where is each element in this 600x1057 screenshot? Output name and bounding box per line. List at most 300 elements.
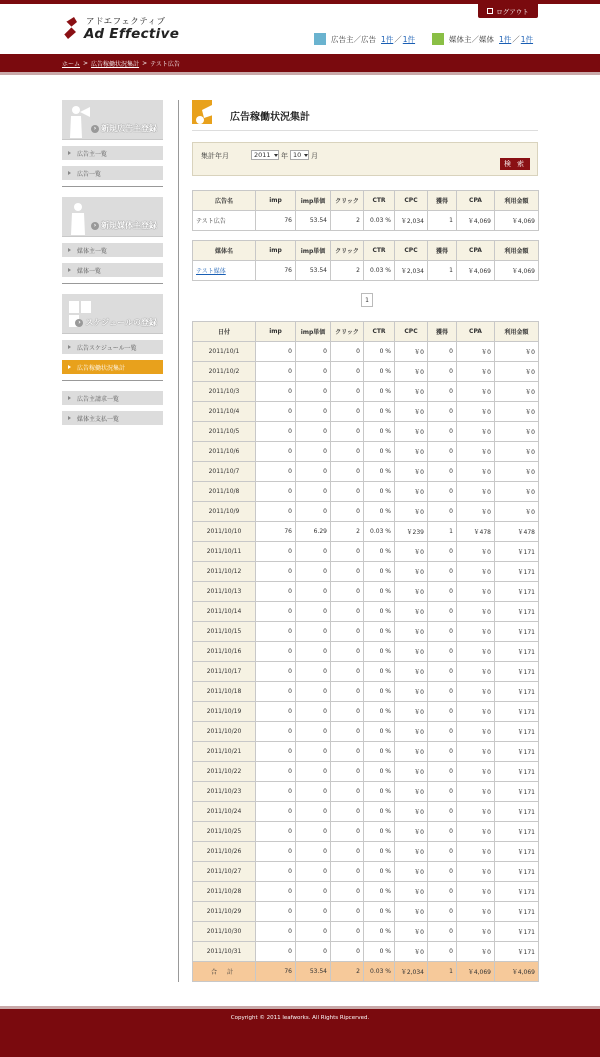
date-cell: 2011/10/6 — [193, 442, 256, 462]
value-cell: ￥0 — [457, 662, 495, 682]
value-cell: ￥0 — [457, 582, 495, 602]
table-row — [193, 462, 539, 482]
table-header-row — [193, 322, 539, 342]
date-cell: 2011/10/4 — [193, 402, 256, 422]
column-header: CPA — [457, 191, 495, 211]
value-cell: ￥0 — [457, 562, 495, 582]
column-header: 利用金額 — [495, 191, 539, 211]
copyright: Copyright © 2011 leafworks. All Rights Ripcerved. — [230, 1015, 370, 1021]
value-cell: 1 — [428, 261, 457, 281]
sidebar-divider — [62, 283, 163, 284]
table-row — [193, 362, 539, 382]
table-header-row — [193, 241, 539, 261]
chevron-down-icon — [274, 154, 278, 157]
date-cell: 2011/10/16 — [193, 642, 256, 662]
value-cell: 6.29 — [296, 522, 331, 542]
table-row — [193, 442, 539, 462]
breadcrumb-current: テスト広告 — [150, 60, 180, 68]
value-cell: ￥0 — [457, 642, 495, 662]
sidebar-item-ad-list[interactable]: 広告一覧 — [62, 166, 163, 180]
value-cell: ￥171 — [495, 822, 539, 842]
value-cell: 0 — [331, 742, 364, 762]
value-cell: ￥0 — [395, 442, 428, 462]
value-cell: 0 % — [364, 402, 395, 422]
column-header: 獲得 — [428, 191, 457, 211]
value-cell: ￥171 — [495, 902, 539, 922]
value-cell: 0 — [331, 862, 364, 882]
value-cell: 0 — [331, 502, 364, 522]
column-header: CPA — [457, 241, 495, 261]
value-cell: ￥478 — [495, 522, 539, 542]
value-cell: 0 — [296, 622, 331, 642]
value-cell: ￥0 — [395, 762, 428, 782]
value-cell: 0 — [428, 482, 457, 502]
table-row — [193, 782, 539, 802]
column-header: クリック — [331, 322, 364, 342]
value-cell: ￥0 — [457, 942, 495, 962]
value-cell: 0 — [428, 722, 457, 742]
value-cell: 0 % — [364, 822, 395, 842]
date-cell: 2011/10/9 — [193, 502, 256, 522]
value-cell: 0 — [296, 442, 331, 462]
media-name-link[interactable]: テスト媒体 — [196, 268, 226, 275]
date-cell: 2011/10/19 — [193, 702, 256, 722]
table-row — [193, 902, 539, 922]
date-cell: 2011/10/26 — [193, 842, 256, 862]
value-cell: 0 — [428, 422, 457, 442]
value-cell: ￥0 — [395, 462, 428, 482]
value-cell: ￥478 — [457, 522, 495, 542]
logo[interactable] — [62, 14, 202, 44]
date-cell: 2011/10/25 — [193, 822, 256, 842]
logo-kana: アドエフェクティブ — [86, 17, 166, 27]
filter-label: 集計年月 — [201, 152, 229, 160]
value-cell: 53.54 — [296, 962, 331, 982]
value-cell: 0 — [331, 642, 364, 662]
logo-mark-icon — [62, 16, 78, 40]
pagination-page[interactable]: 1 — [361, 293, 373, 307]
sidebar-divider — [62, 380, 163, 381]
value-cell: 0 — [296, 502, 331, 522]
sidebar-item-media-payment[interactable]: 媒体主支払一覧 — [62, 411, 163, 425]
value-cell: ￥0 — [495, 462, 539, 482]
breadcrumb-sep: > — [83, 59, 89, 67]
date-cell: 合 計 — [193, 962, 256, 982]
value-cell: ￥0 — [395, 802, 428, 822]
new-media-banner[interactable] — [62, 197, 163, 237]
table-row — [193, 802, 539, 822]
value-cell: ￥171 — [495, 722, 539, 742]
daily-report-table — [192, 321, 539, 982]
value-cell: 0 % — [364, 742, 395, 762]
value-cell: 0.03 % — [364, 962, 395, 982]
table-row — [193, 642, 539, 662]
value-cell: ￥0 — [395, 742, 428, 762]
value-cell: ￥0 — [457, 682, 495, 702]
media-icon — [432, 33, 444, 45]
value-cell: ￥239 — [395, 522, 428, 542]
date-cell: 2011/10/18 — [193, 682, 256, 702]
date-cell: 2011/10/20 — [193, 722, 256, 742]
value-cell: ￥171 — [495, 762, 539, 782]
value-cell: ￥0 — [457, 602, 495, 622]
month-unit: 月 — [311, 152, 318, 160]
value-cell: 0 — [256, 362, 296, 382]
date-cell: 2011/10/27 — [193, 862, 256, 882]
value-cell: ￥171 — [495, 702, 539, 722]
value-cell: 0 — [331, 462, 364, 482]
value-cell: ￥0 — [395, 402, 428, 422]
table-row — [193, 842, 539, 862]
value-cell: ￥0 — [457, 842, 495, 862]
value-cell: 0 — [428, 622, 457, 642]
value-cell: ￥171 — [495, 942, 539, 962]
column-header: クリック — [331, 191, 364, 211]
table-row — [193, 422, 539, 442]
breadcrumb — [62, 54, 180, 72]
value-cell: 0 — [428, 382, 457, 402]
value-cell: 0 — [428, 682, 457, 702]
value-cell: 0 — [256, 642, 296, 662]
schedule-banner[interactable] — [62, 294, 163, 334]
value-cell: ￥0 — [395, 602, 428, 622]
value-cell: 0 % — [364, 782, 395, 802]
value-cell: 0 — [428, 862, 457, 882]
megaphone-person-icon — [68, 104, 92, 138]
value-cell: 0 % — [364, 622, 395, 642]
value-cell: 0 — [331, 442, 364, 462]
column-header: 獲得 — [428, 241, 457, 261]
breadcrumb-home-link[interactable]: ホーム — [62, 60, 81, 68]
value-cell: 0 — [296, 582, 331, 602]
value-cell: ￥0 — [395, 582, 428, 602]
value-cell: 0 % — [364, 902, 395, 922]
value-cell: 0 — [331, 882, 364, 902]
value-cell: 0 — [331, 942, 364, 962]
value-cell: 0 — [428, 702, 457, 722]
date-cell: 2011/10/21 — [193, 742, 256, 762]
value-cell: 0 % — [364, 482, 395, 502]
column-header: クリック — [331, 241, 364, 261]
advertiser-count-link[interactable]: 1件 — [381, 34, 394, 44]
new-media-label: › 新規媒体主登録 — [91, 220, 157, 231]
value-cell: 0 % — [364, 422, 395, 442]
value-cell: ￥171 — [495, 742, 539, 762]
date-cell: 2011/10/10 — [193, 522, 256, 542]
date-cell: 2011/10/22 — [193, 762, 256, 782]
value-cell: ￥0 — [457, 702, 495, 722]
table-row — [193, 402, 539, 422]
value-cell: 0 % — [364, 662, 395, 682]
value-cell: 2 — [331, 522, 364, 542]
value-cell: 0 — [296, 702, 331, 722]
value-cell: 0 % — [364, 922, 395, 942]
media-stat-sep: ／ — [512, 34, 520, 44]
value-cell: 0 — [331, 922, 364, 942]
table-row — [193, 702, 539, 722]
value-cell: 0 % — [364, 702, 395, 722]
sidebar-item-advertiser-list[interactable]: 広告主一覧 — [62, 146, 163, 160]
bullet-icon — [68, 345, 71, 349]
value-cell: 0 — [296, 782, 331, 802]
value-cell: 0 % — [364, 862, 395, 882]
value-cell: 0 — [256, 342, 296, 362]
year-unit: 年 — [281, 152, 288, 160]
date-cell: 2011/10/28 — [193, 882, 256, 902]
value-cell: 0 — [428, 942, 457, 962]
table-row — [193, 482, 539, 502]
value-cell: 0 % — [364, 642, 395, 662]
value-cell: ￥171 — [495, 622, 539, 642]
column-header: imp — [256, 322, 296, 342]
value-cell: ￥0 — [395, 642, 428, 662]
media-summary-table — [192, 240, 539, 281]
date-cell: 2011/10/11 — [193, 542, 256, 562]
value-cell: 1 — [428, 211, 457, 231]
value-cell: ￥0 — [457, 622, 495, 642]
column-header: 日付 — [193, 322, 256, 342]
value-cell: ￥2,034 — [395, 261, 428, 281]
value-cell: 0 — [331, 542, 364, 562]
column-header: 利用金額 — [495, 322, 539, 342]
value-cell: 0 — [428, 442, 457, 462]
logo-text: Ad Effective — [84, 26, 180, 42]
column-header: CTR — [364, 191, 395, 211]
value-cell: 0 % — [364, 342, 395, 362]
ad-count-link[interactable]: 1件 — [402, 34, 416, 44]
value-cell: 0 — [331, 402, 364, 422]
value-cell: 0 — [428, 582, 457, 602]
sidebar-item-media-list[interactable]: 媒体一覧 — [62, 263, 163, 277]
value-cell: 0 — [256, 922, 296, 942]
value-cell: ￥0 — [457, 722, 495, 742]
logout-button[interactable] — [478, 4, 538, 18]
column-header: imp単価 — [296, 322, 331, 342]
value-cell: 76 — [256, 211, 296, 231]
value-cell: ￥0 — [395, 382, 428, 402]
value-cell: 0 — [331, 562, 364, 582]
table-header-row — [193, 191, 539, 211]
year-select[interactable]: 2011 — [251, 150, 279, 160]
value-cell: 0 — [331, 802, 364, 822]
value-cell: 76 — [256, 522, 296, 542]
filter-panel — [192, 142, 538, 176]
date-cell: 2011/10/14 — [193, 602, 256, 622]
chevron-down-icon — [304, 154, 308, 157]
value-cell: 0 % — [364, 762, 395, 782]
value-cell: ￥171 — [495, 602, 539, 622]
value-cell: ￥0 — [395, 942, 428, 962]
column-header: imp — [256, 191, 296, 211]
table-row — [193, 922, 539, 942]
breadcrumb-sep: > — [142, 59, 148, 67]
value-cell: 0 — [428, 822, 457, 842]
value-cell: 0 % — [364, 722, 395, 742]
date-cell: 2011/10/12 — [193, 562, 256, 582]
total-row — [193, 962, 539, 982]
value-cell: 0 — [256, 402, 296, 422]
value-cell: ￥0 — [395, 482, 428, 502]
name-cell — [193, 261, 256, 281]
value-cell: ￥4,069 — [457, 211, 495, 231]
value-cell: ￥0 — [495, 482, 539, 502]
value-cell: ￥0 — [457, 782, 495, 802]
value-cell: 0 — [331, 622, 364, 642]
value-cell: 0 — [331, 722, 364, 742]
value-cell: 0 — [296, 682, 331, 702]
value-cell: ￥0 — [395, 622, 428, 642]
value-cell: ￥0 — [457, 462, 495, 482]
value-cell: 0 — [428, 662, 457, 682]
value-cell: ￥0 — [395, 542, 428, 562]
search-button[interactable]: 検 索 — [500, 158, 530, 170]
new-advertiser-banner[interactable] — [62, 100, 163, 140]
column-header: CTR — [364, 241, 395, 261]
value-cell: 0 — [428, 602, 457, 622]
column-header: 獲得 — [428, 322, 457, 342]
logout-label: ログアウト — [496, 7, 529, 16]
value-cell: ￥0 — [495, 442, 539, 462]
value-cell: ￥0 — [495, 382, 539, 402]
table-row — [193, 722, 539, 742]
value-cell: 0 — [296, 382, 331, 402]
value-cell: 0 — [428, 642, 457, 662]
value-cell: 0 — [296, 562, 331, 582]
value-cell: ￥0 — [395, 922, 428, 942]
value-cell: 0 — [256, 882, 296, 902]
value-cell: ￥171 — [495, 782, 539, 802]
value-cell: ￥0 — [457, 402, 495, 422]
value-cell: 0 — [296, 462, 331, 482]
value-cell: ￥0 — [395, 882, 428, 902]
sidebar-item-advertiser-billing[interactable]: 広告主請求一覧 — [62, 391, 163, 405]
ad-summary-table — [192, 190, 539, 231]
breadcrumb-report-link[interactable]: 広告稼働状況集計 — [91, 60, 140, 68]
value-cell: ￥0 — [457, 822, 495, 842]
value-cell: ￥4,069 — [495, 261, 539, 281]
table-row — [193, 342, 539, 362]
value-cell: 0 — [428, 502, 457, 522]
table-row — [193, 542, 539, 562]
date-cell: 2011/10/17 — [193, 662, 256, 682]
table-row — [193, 862, 539, 882]
value-cell: 0 — [256, 702, 296, 722]
value-cell: 53.54 — [296, 211, 331, 231]
value-cell: 0 — [296, 922, 331, 942]
value-cell: ￥0 — [395, 422, 428, 442]
value-cell: ￥0 — [495, 422, 539, 442]
value-cell: 0 — [428, 342, 457, 362]
value-cell: ￥171 — [495, 542, 539, 562]
value-cell: 0 — [256, 762, 296, 782]
value-cell: ￥0 — [395, 362, 428, 382]
value-cell: ￥0 — [457, 422, 495, 442]
date-cell: 2011/10/23 — [193, 782, 256, 802]
table-row — [193, 261, 539, 281]
sidebar-item-ad-report[interactable]: 広告稼働状況集計 — [62, 360, 163, 374]
column-header: CPC — [395, 241, 428, 261]
value-cell: 0 — [256, 542, 296, 562]
value-cell: ￥0 — [395, 902, 428, 922]
value-cell: ￥0 — [395, 662, 428, 682]
table-row — [193, 562, 539, 582]
date-cell: 2011/10/8 — [193, 482, 256, 502]
value-cell: 0 — [331, 782, 364, 802]
value-cell: ￥0 — [457, 922, 495, 942]
value-cell: ￥171 — [495, 682, 539, 702]
footer — [0, 1006, 600, 1057]
table-row — [193, 662, 539, 682]
date-cell: 2011/10/24 — [193, 802, 256, 822]
value-cell: 0 — [296, 342, 331, 362]
value-cell: 0.03 % — [364, 261, 395, 281]
sidebar-item-media-owner-list[interactable]: 媒体主一覧 — [62, 243, 163, 257]
value-cell: 1 — [428, 962, 457, 982]
value-cell: ￥0 — [495, 402, 539, 422]
value-cell: 0 — [428, 882, 457, 902]
value-cell: 2 — [331, 962, 364, 982]
value-cell: 0 — [296, 362, 331, 382]
value-cell: 0 — [256, 902, 296, 922]
value-cell: 0 — [331, 662, 364, 682]
value-cell: 0 — [256, 382, 296, 402]
date-cell: 2011/10/30 — [193, 922, 256, 942]
value-cell: 0 — [428, 542, 457, 562]
value-cell: ￥0 — [495, 342, 539, 362]
month-select[interactable]: 10 — [290, 150, 309, 160]
value-cell: 0 — [331, 602, 364, 622]
value-cell: ￥0 — [457, 442, 495, 462]
value-cell: 0 % — [364, 362, 395, 382]
column-header: imp — [256, 241, 296, 261]
value-cell: 0 — [428, 362, 457, 382]
bullet-icon — [68, 396, 71, 400]
media-owner-count-link[interactable]: 1件 — [499, 34, 512, 44]
value-cell: 0 — [296, 402, 331, 422]
value-cell: ￥2,034 — [395, 962, 428, 982]
sidebar-item-schedule-list[interactable]: 広告スケジュール一覧 — [62, 340, 163, 354]
value-cell: 0 % — [364, 442, 395, 462]
value-cell: 0 — [331, 902, 364, 922]
column-header: CPC — [395, 322, 428, 342]
value-cell: 0 — [256, 942, 296, 962]
page-title: 広告稼働状況集計 — [230, 112, 310, 123]
value-cell: 0 — [331, 762, 364, 782]
value-cell: ￥0 — [395, 862, 428, 882]
table-row — [193, 622, 539, 642]
value-cell: 0 — [256, 842, 296, 862]
table-row — [193, 522, 539, 542]
media-count-link[interactable]: 1件 — [520, 34, 534, 44]
value-cell: 0 — [428, 462, 457, 482]
value-cell: 0 — [256, 802, 296, 822]
page-header — [192, 100, 538, 130]
date-cell: 2011/10/3 — [193, 382, 256, 402]
value-cell: ￥0 — [457, 742, 495, 762]
value-cell: 1 — [428, 522, 457, 542]
logout-icon — [487, 8, 493, 14]
date-cell: 2011/10/1 — [193, 342, 256, 362]
value-cell: ￥171 — [495, 642, 539, 662]
sidebar — [62, 100, 163, 431]
value-cell: ￥0 — [395, 562, 428, 582]
column-header: 媒体名 — [193, 241, 256, 261]
table-row — [193, 211, 539, 231]
value-cell: 76 — [256, 962, 296, 982]
value-cell: 0 % — [364, 582, 395, 602]
value-cell: 0 — [256, 662, 296, 682]
value-cell: 0.03 % — [364, 211, 395, 231]
